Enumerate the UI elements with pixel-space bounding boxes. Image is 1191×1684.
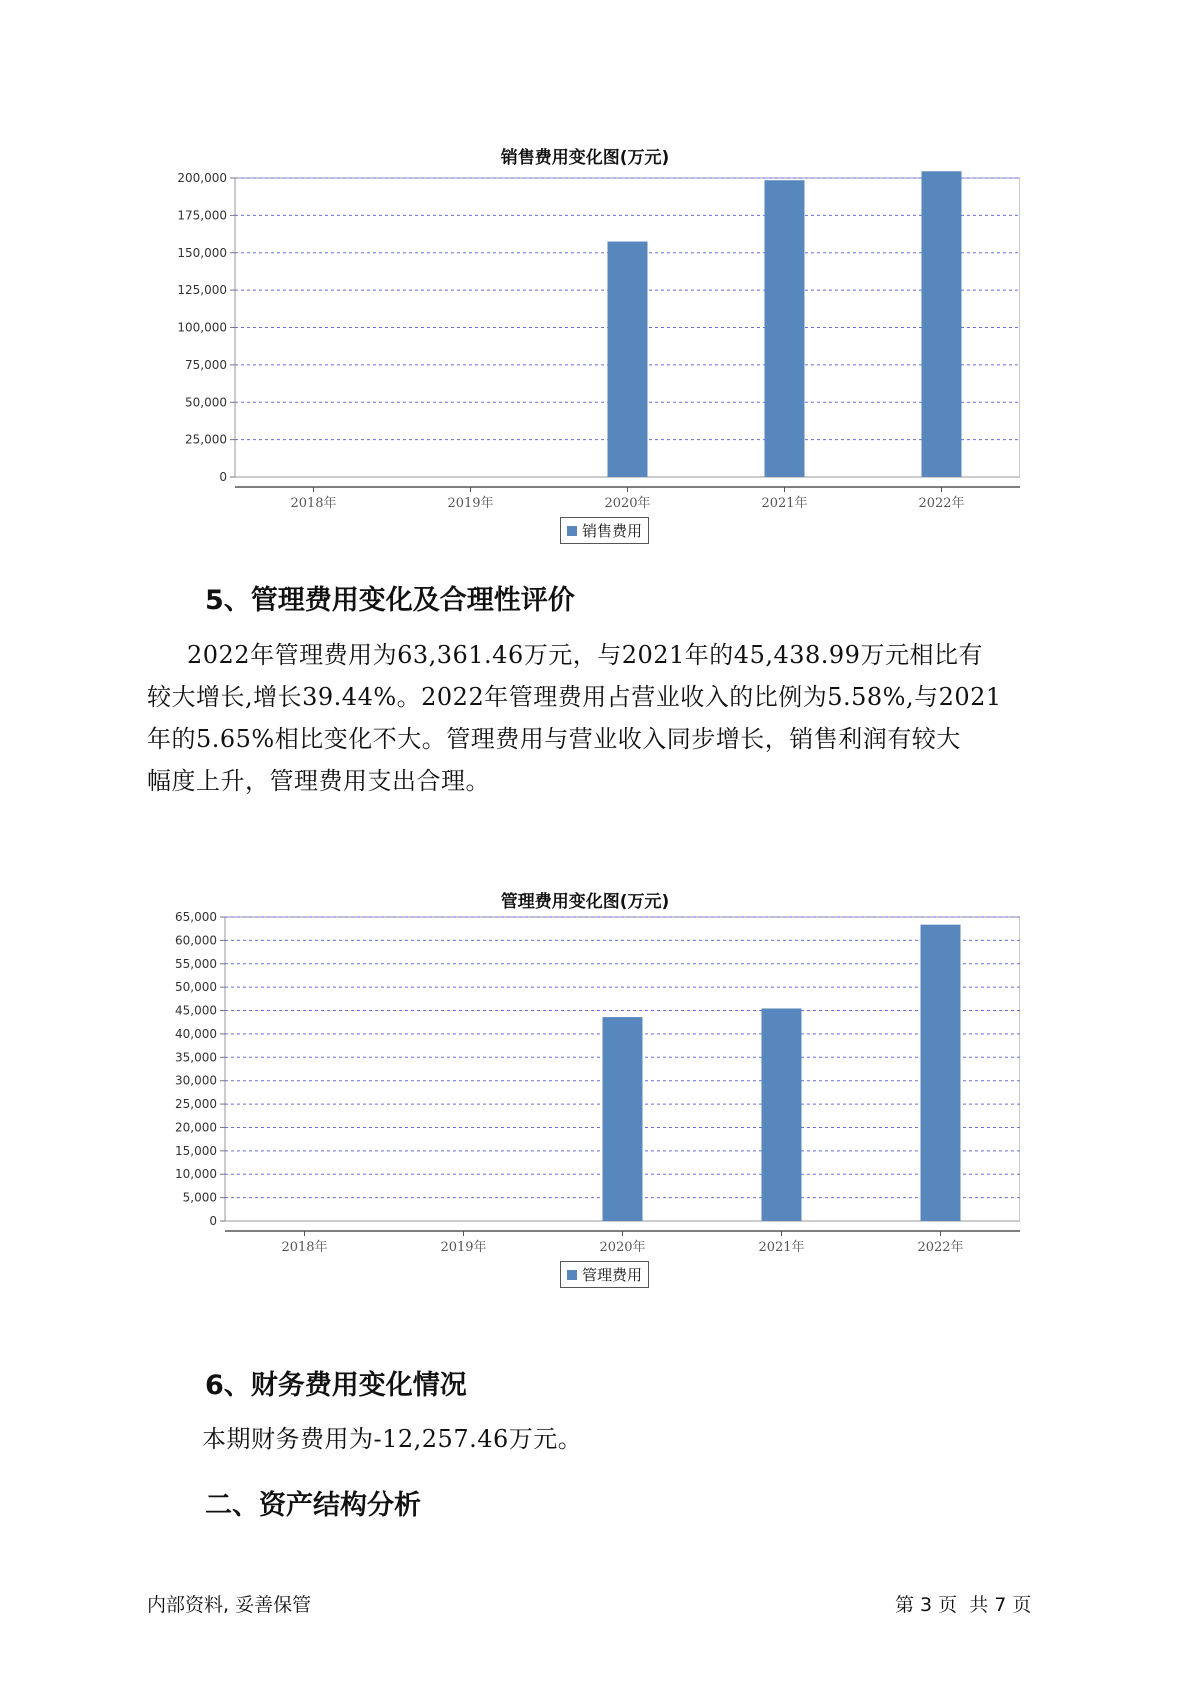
y-tick-label: 50,000 xyxy=(175,980,217,995)
x-tick-label: 2018年 xyxy=(281,1240,328,1255)
y-tick-label: 150,000 xyxy=(177,245,227,260)
x-tick-label: 2021年 xyxy=(761,496,808,511)
y-tick-label: 60,000 xyxy=(175,933,217,948)
y-tick-label: 10,000 xyxy=(175,1167,217,1182)
y-tick-label: 45,000 xyxy=(175,1003,217,1018)
x-tick-label: 2020年 xyxy=(604,496,651,511)
paragraph-line: 2022年管理费用为63,361.46万元，与2021年的45,438.99万元相比有 xyxy=(187,641,983,669)
section-heading-6: 6、财务费用变化情况 xyxy=(205,1370,467,1401)
x-tick-label: 2022年 xyxy=(918,496,965,511)
footer-page-number: 第 3 页 共 7 页 xyxy=(895,1594,1032,1616)
y-tick-label: 40,000 xyxy=(175,1026,217,1041)
bar xyxy=(608,242,648,477)
y-tick-label: 30,000 xyxy=(175,1073,217,1088)
x-tick-label: 2020年 xyxy=(599,1240,646,1255)
y-tick-label: 50,000 xyxy=(185,395,227,410)
bar xyxy=(765,180,805,477)
paragraph-line: 幅度上升，管理费用支出合理。 xyxy=(147,767,490,795)
chart-legend xyxy=(560,1261,649,1288)
x-tick-label: 2019年 xyxy=(440,1240,487,1255)
paragraph-admin-expense xyxy=(147,634,1052,802)
y-tick-label: 65,000 xyxy=(175,910,217,924)
paragraph-line: 较大增长,增长39.44%。2022年管理费用占营业收入的比例为5.58%,与2021 xyxy=(147,683,1002,711)
legend-swatch xyxy=(567,526,577,536)
y-tick-label: 20,000 xyxy=(175,1120,217,1135)
footer-left: 内部资料, 妥善保管 xyxy=(147,1594,312,1616)
paragraph-line: 年的5.65%相比变化不大。管理费用与营业收入同步增长，销售利润有较大 xyxy=(147,725,961,753)
bar xyxy=(603,1017,643,1221)
y-tick-label: 35,000 xyxy=(175,1050,217,1065)
bar xyxy=(922,171,962,477)
admin-expense-chart xyxy=(150,887,1020,1292)
y-tick-label: 15,000 xyxy=(175,1143,217,1158)
bar xyxy=(762,1008,802,1221)
y-tick-label: 55,000 xyxy=(175,956,217,971)
sales-expense-chart xyxy=(150,143,1020,548)
y-tick-label: 75,000 xyxy=(185,357,227,372)
section-heading-2: 二、资产结构分析 xyxy=(205,1490,421,1521)
paragraph-finance-expense: 本期财务费用为-12,257.46万元。 xyxy=(202,1425,583,1453)
x-tick-label: 2021年 xyxy=(758,1240,805,1255)
x-tick-label: 2019年 xyxy=(447,496,494,511)
y-tick-label: 0 xyxy=(219,470,227,484)
legend-label: 管理费用 xyxy=(582,1266,643,1284)
chart-title: 管理费用变化图(万元) xyxy=(500,892,670,912)
y-tick-label: 25,000 xyxy=(175,1097,217,1112)
legend-label: 销售费用 xyxy=(582,522,643,540)
chart-plot xyxy=(150,887,1020,1292)
chart-legend xyxy=(560,517,649,544)
x-tick-label: 2018年 xyxy=(290,496,337,511)
y-tick-label: 175,000 xyxy=(177,208,227,223)
legend-swatch xyxy=(567,1270,577,1280)
section-heading-5: 5、管理费用变化及合理性评价 xyxy=(205,585,575,616)
bar xyxy=(921,925,961,1221)
chart-title: 销售费用变化图(万元) xyxy=(500,148,670,168)
y-tick-label: 125,000 xyxy=(177,283,227,298)
x-tick-label: 2022年 xyxy=(917,1240,964,1255)
chart-plot xyxy=(150,143,1020,548)
y-tick-label: 5,000 xyxy=(182,1190,217,1205)
y-tick-label: 0 xyxy=(209,1214,217,1228)
y-tick-label: 100,000 xyxy=(177,320,227,335)
y-tick-label: 200,000 xyxy=(177,171,227,185)
y-tick-label: 25,000 xyxy=(185,432,227,447)
